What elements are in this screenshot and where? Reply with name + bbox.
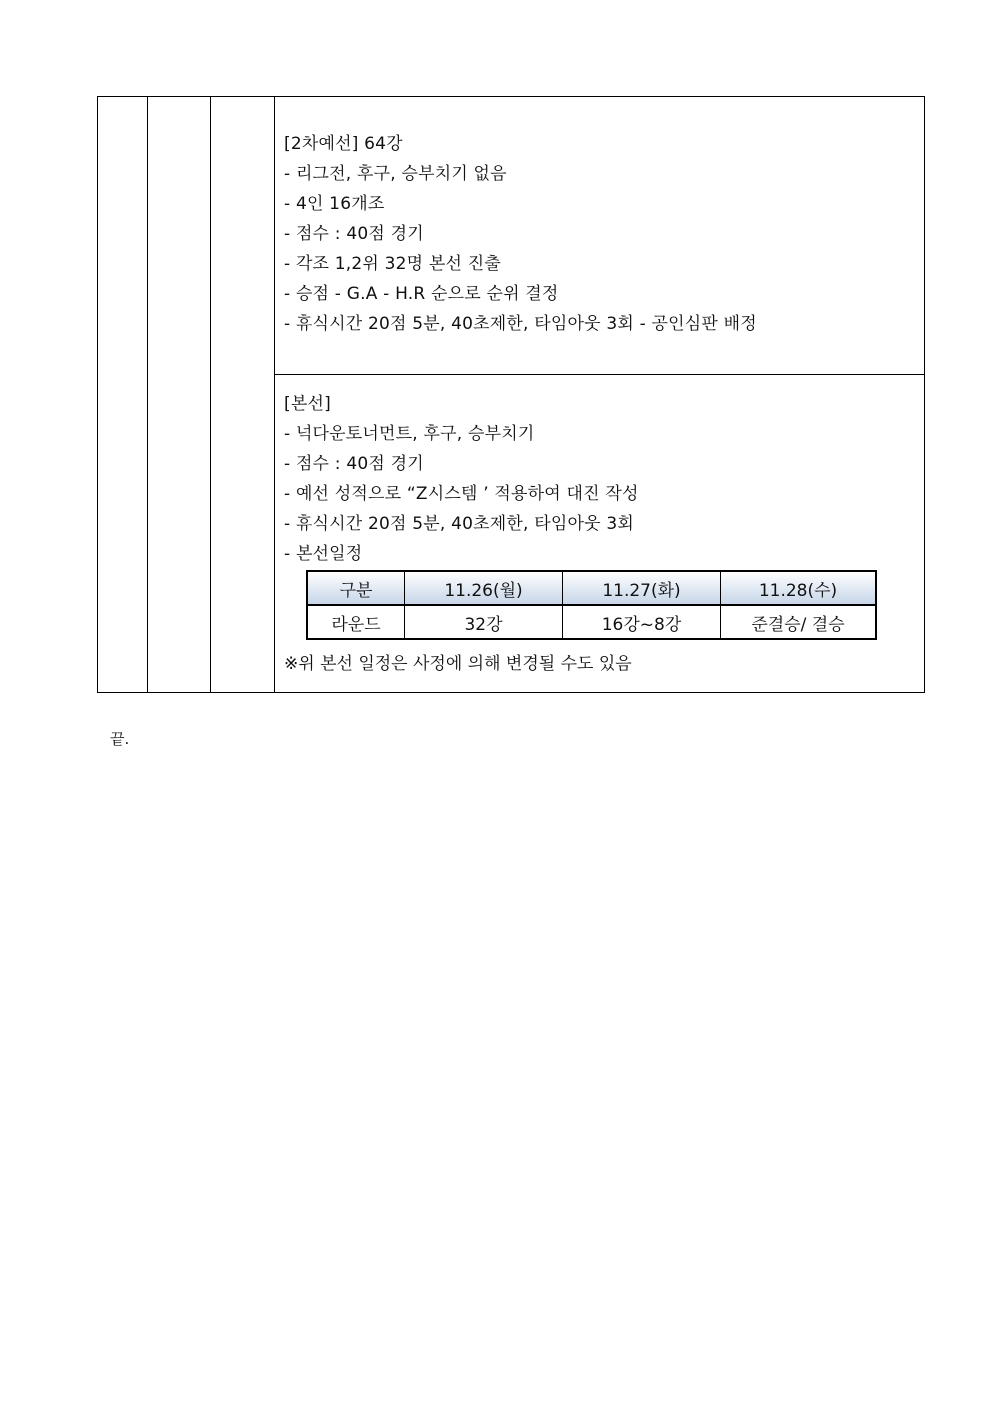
table-cell: 준결승/ 결승 <box>721 605 877 639</box>
end-mark: 끝. <box>110 730 130 748</box>
rule-line: - 넉다운토너먼트, 후구, 승부치기 <box>284 424 535 444</box>
rule-line: - 리그전, 후구, 승부치기 없음 <box>284 164 507 184</box>
header-cell: 구분 <box>307 571 405 605</box>
column-divider <box>210 97 211 692</box>
schedule-outer-table <box>97 96 925 693</box>
rule-line: - 점수 : 40점 경기 <box>284 454 424 474</box>
rule-line: - 본선일정 <box>284 544 363 564</box>
schedule-note: ※위 본선 일정은 사정에 의해 변경될 수도 있음 <box>284 654 632 674</box>
header-cell: 11.27(화) <box>563 571 721 605</box>
table-cell: 라운드 <box>307 605 405 639</box>
section-title: [2차예선] 64강 <box>284 134 403 154</box>
main-schedule-table <box>306 570 877 640</box>
table-cell: 16강~8강 <box>563 605 721 639</box>
rule-line: - 예선 성적으로 “Z시스템 ’ 적용하여 대진 작성 <box>284 484 639 504</box>
rule-line: - 휴식시간 20점 5분, 40초제한, 타임아웃 3회 <box>284 514 634 534</box>
rule-line: - 4인 16개조 <box>284 194 385 214</box>
table-cell: 32강 <box>405 605 563 639</box>
section-prelim2 <box>284 129 757 339</box>
section-title: [본선] <box>284 394 331 414</box>
table-row <box>307 605 876 639</box>
column-divider <box>147 97 148 692</box>
column-divider <box>274 97 275 692</box>
rule-line: - 휴식시간 20점 5분, 40초제한, 타임아웃 3회 - 공인심판 배정 <box>284 314 757 334</box>
table-header-row <box>307 571 876 605</box>
row-divider <box>274 374 924 375</box>
rule-line: - 각조 1,2위 32명 본선 진출 <box>284 254 501 274</box>
header-cell: 11.28(수) <box>721 571 877 605</box>
rule-line: - 승점 - G.A - H.R 순으로 순위 결정 <box>284 284 559 304</box>
header-cell: 11.26(월) <box>405 571 563 605</box>
section-main <box>284 389 639 569</box>
rule-line: - 점수 : 40점 경기 <box>284 224 424 244</box>
